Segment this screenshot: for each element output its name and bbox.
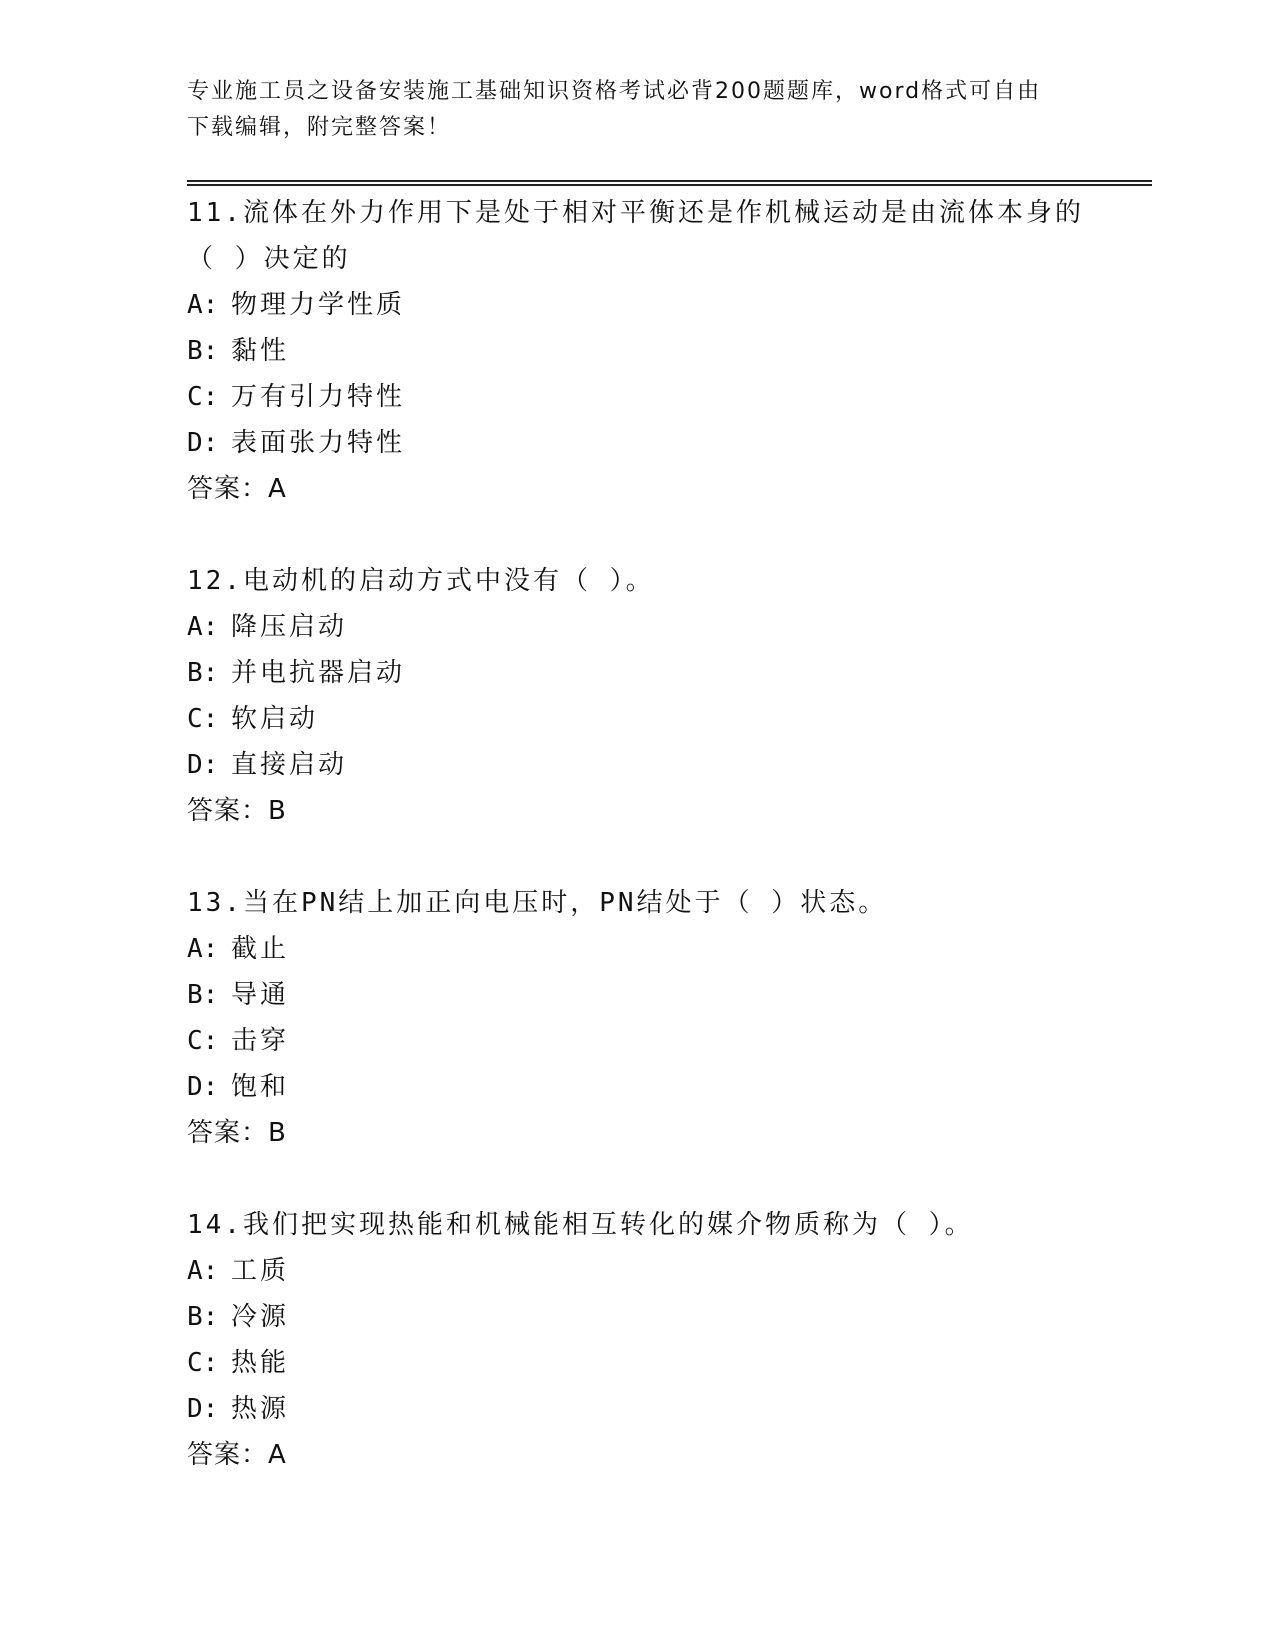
option-c bbox=[187, 696, 1147, 742]
option-text: 导通 bbox=[231, 980, 290, 1010]
option-text: 击穿 bbox=[231, 1026, 290, 1056]
question-14 bbox=[187, 1202, 1147, 1478]
question-list bbox=[187, 190, 1147, 1524]
option-text: 饱和 bbox=[231, 1072, 290, 1102]
header-divider-bottom bbox=[187, 184, 1152, 186]
option-a bbox=[187, 1248, 1147, 1294]
answer-line: 答案：A bbox=[187, 1440, 287, 1470]
question-13 bbox=[187, 880, 1147, 1156]
question-stem: 14.我们把实现热能和机械能相互转化的媒介物质称为（ ）。 bbox=[187, 1210, 974, 1240]
option-letter: A: bbox=[187, 290, 219, 320]
option-b bbox=[187, 328, 1147, 374]
option-b bbox=[187, 650, 1147, 696]
option-letter: D: bbox=[187, 428, 219, 458]
question-11 bbox=[187, 190, 1147, 512]
option-text: 热能 bbox=[231, 1348, 290, 1378]
option-letter: B: bbox=[187, 658, 219, 688]
option-letter: B: bbox=[187, 980, 219, 1010]
option-d bbox=[187, 1064, 1147, 1110]
header-line-1: 专业施工员之设备安装施工基础知识资格考试必背200题题库，word格式可自由 bbox=[187, 79, 1042, 104]
option-text: 软启动 bbox=[231, 704, 319, 734]
question-stem-continued: （ ）决定的 bbox=[187, 244, 351, 274]
option-letter: C: bbox=[187, 382, 219, 412]
question-stem: 12.电动机的启动方式中没有（ ）。 bbox=[187, 566, 655, 596]
option-a bbox=[187, 926, 1147, 972]
document-header bbox=[187, 74, 1087, 146]
option-text: 物理力学性质 bbox=[231, 290, 406, 320]
answer-line: 答案：B bbox=[187, 1118, 287, 1148]
option-letter: D: bbox=[187, 1072, 219, 1102]
option-letter: C: bbox=[187, 1026, 219, 1056]
header-line-2: 下载编辑，附完整答案！ bbox=[187, 115, 452, 140]
option-text: 万有引力特性 bbox=[231, 382, 406, 412]
option-letter: B: bbox=[187, 1302, 219, 1332]
header-divider-top bbox=[187, 180, 1152, 182]
question-stem: 13.当在PN结上加正向电压时，PN结处于（ ）状态。 bbox=[187, 888, 888, 918]
option-a bbox=[187, 282, 1147, 328]
option-text: 工质 bbox=[231, 1256, 290, 1286]
option-text: 直接启动 bbox=[231, 750, 348, 780]
option-letter: A: bbox=[187, 612, 219, 642]
option-letter: C: bbox=[187, 1348, 219, 1378]
answer-line: 答案：A bbox=[187, 474, 287, 504]
option-text: 黏性 bbox=[231, 336, 290, 366]
option-text: 热源 bbox=[231, 1394, 290, 1424]
option-text: 降压启动 bbox=[231, 612, 348, 642]
answer-line: 答案：B bbox=[187, 796, 287, 826]
option-letter: C: bbox=[187, 704, 219, 734]
option-letter: A: bbox=[187, 934, 219, 964]
option-letter: B: bbox=[187, 336, 219, 366]
option-d bbox=[187, 420, 1147, 466]
option-d bbox=[187, 742, 1147, 788]
option-c bbox=[187, 1340, 1147, 1386]
option-b bbox=[187, 972, 1147, 1018]
question-stem: 11.流体在外力作用下是处于相对平衡还是作机械运动是由流体本身的 bbox=[187, 198, 1084, 228]
option-letter: D: bbox=[187, 750, 219, 780]
option-a bbox=[187, 604, 1147, 650]
option-letter: D: bbox=[187, 1394, 219, 1424]
option-text: 并电抗器启动 bbox=[231, 658, 406, 688]
option-text: 表面张力特性 bbox=[231, 428, 406, 458]
option-c bbox=[187, 1018, 1147, 1064]
option-letter: A: bbox=[187, 1256, 219, 1286]
option-b bbox=[187, 1294, 1147, 1340]
option-c bbox=[187, 374, 1147, 420]
option-text: 冷源 bbox=[231, 1302, 290, 1332]
question-12 bbox=[187, 558, 1147, 834]
option-text: 截止 bbox=[231, 934, 290, 964]
option-d bbox=[187, 1386, 1147, 1432]
